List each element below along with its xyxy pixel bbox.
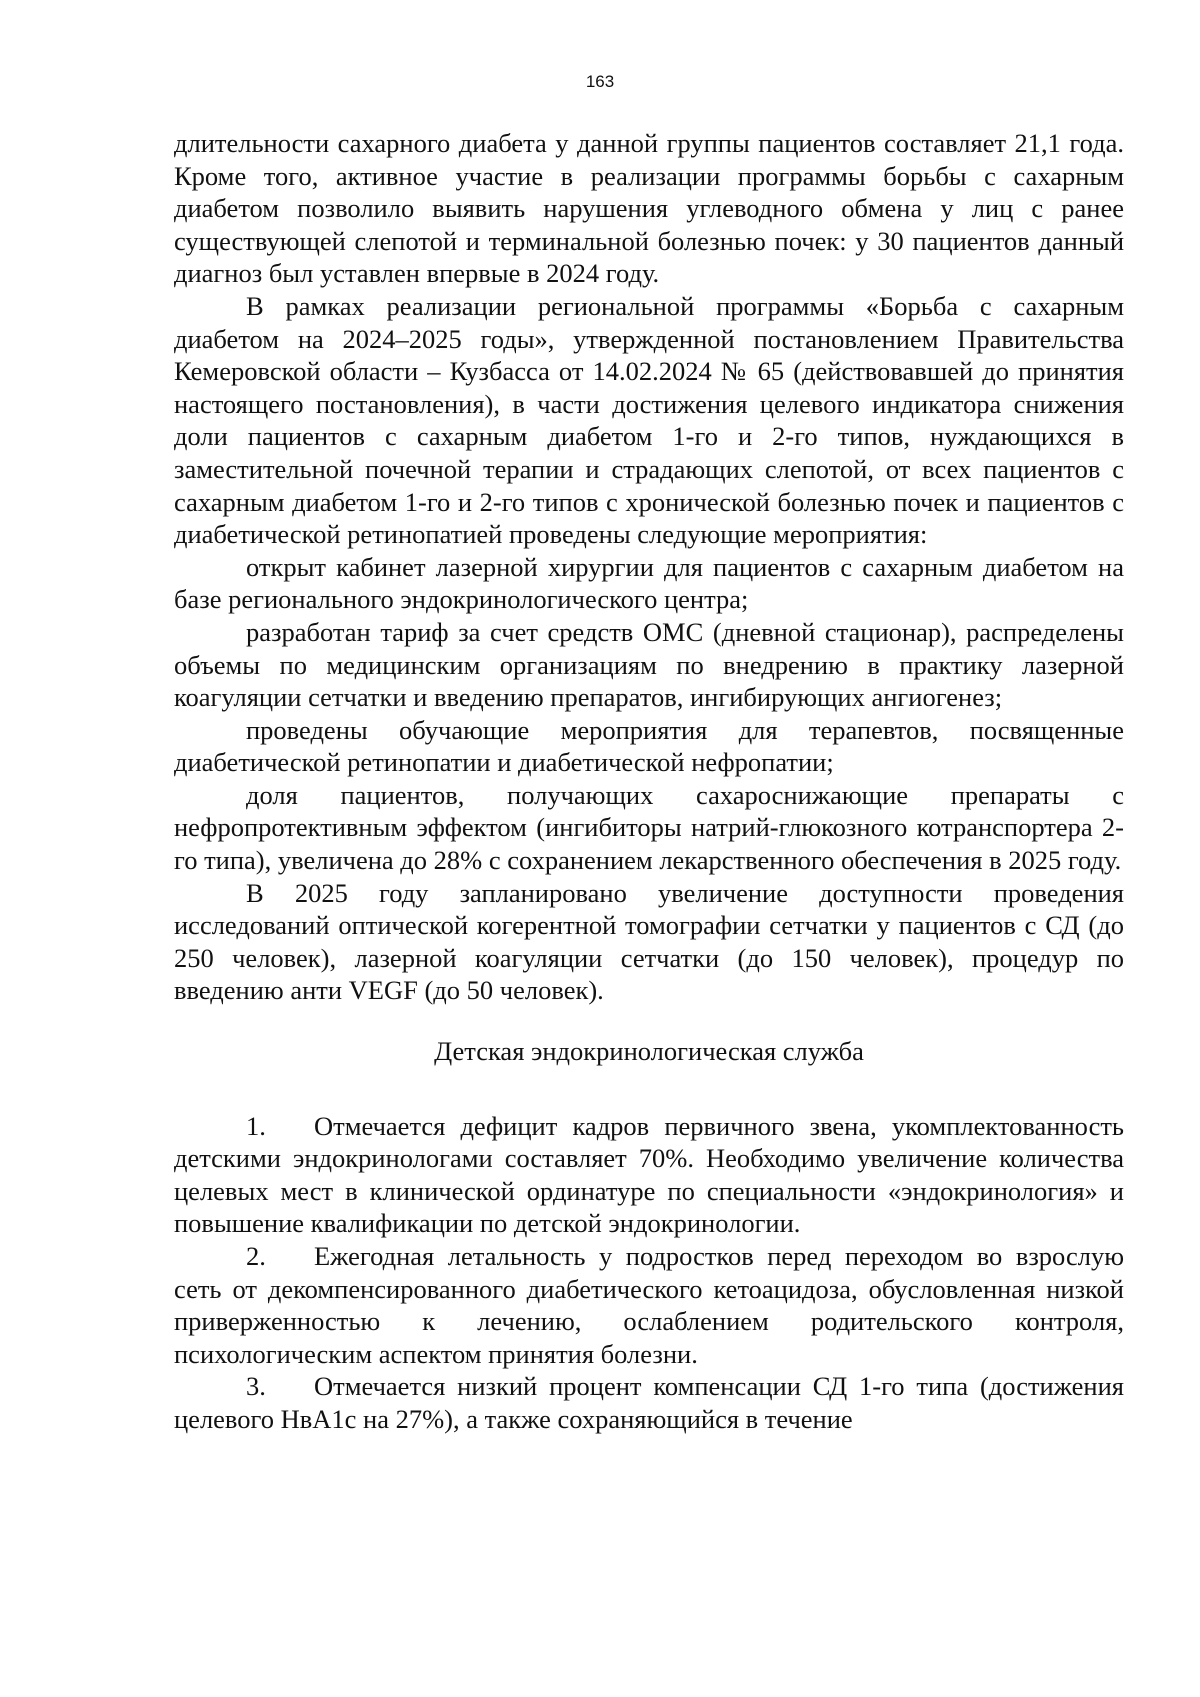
paragraph: доля пациентов, получающих сахароснижающие препараты с нефропротективным эффектом (ингибиторы натрий-глюкозного котранспортера 2-го типа), увеличена до 28% с сохранением лекарственного обеспечения в 2025 году. xyxy=(174,779,1124,876)
paragraph: В рамках реализации региональной программы «Борьба с сахарным диабетом на 2024–2025 годы», утвержденной постановлением Правительства Кемеровской области – Кузбасса от 14.02.2024 № 65 (действовавшей до принятия настоящего постановления), в части достижения целевого индикатора снижения доли пациентов с сахарным диабетом 1-го и 2-го типов, нуждающихся в заместительной почечной терапии и страдающих слепотой, от всех пациентов с сахарным диабетом 1-го и 2-го типов с хронической болезнью почек и пациентов с диабетической ретинопатией проведены следующие мероприятия: xyxy=(174,290,1124,550)
item-text: Ежегодная летальность у подростков перед переходом во взрослую сеть от декомпенсированного диабетического кетоацидоза, обусловленная низкой приверженностью к лечению, ослаблением родительского контроля, психологическим аспектом принятия болезни. xyxy=(174,1241,1124,1369)
item-number: 3. xyxy=(246,1371,266,1402)
paragraph-continuation: длительности сахарного диабета у данной группы пациентов составляет 21,1 года. Кроме того, активное участие в реализации программы борьбы с сахарным диабетом позволило выявить нарушения углеводного обмена у лиц с ранее существующей слепотой и терминальной болезнью почек: у 30 пациентов данный диагноз был уставлен впервые в 2024 году. xyxy=(174,128,1124,289)
page-number: 163 xyxy=(585,72,615,91)
item-text: Отмечается низкий процент компенсации СД 1-го типа (достижения целевого НвА1с на 27%), а также сохраняющийся в течение xyxy=(174,1371,1124,1434)
item-text: Отмечается дефицит кадров первичного звена, укомплектованность детскими эндокринологами составляет 70%. Необходимо увеличение количества целевых мест в клинической ординатуре по специальности «эндокринология» и повышение квалификации по детской эндокринологии. xyxy=(174,1110,1124,1239)
paragraph: разработан тариф за счет средств ОМС (дневной стационар), распределены объемы по медицинским организациям по внедрению в практику лазерной коагуляции сетчатки и введению препаратов, ингибирующих ангиогенез; xyxy=(174,616,1124,713)
paragraph: открыт кабинет лазерной хирургии для пациентов с сахарным диабетом на базе регионального эндокринологического центра; xyxy=(174,551,1124,615)
document-body xyxy=(174,127,1124,1436)
section-heading: Детская эндокринологическая служба xyxy=(434,1036,864,1067)
item-number: 2. xyxy=(246,1241,266,1271)
numbered-item xyxy=(174,1370,1124,1435)
numbered-item xyxy=(174,1240,1124,1370)
item-number: 1. xyxy=(246,1110,266,1141)
paragraph: проведены обучающие мероприятия для терапевтов, посвященные диабетической ретинопатии и диабетической нефропатии; xyxy=(174,714,1124,778)
paragraph: В 2025 году запланировано увеличение доступности проведения исследований оптической когерентной томографии сетчатки у пациентов с СД (до 250 человек), лазерной коагуляции сетчатки (до 150 человек), процедур по введению анти VEGF (до 50 человек). xyxy=(174,877,1124,1006)
numbered-item xyxy=(174,1110,1124,1240)
